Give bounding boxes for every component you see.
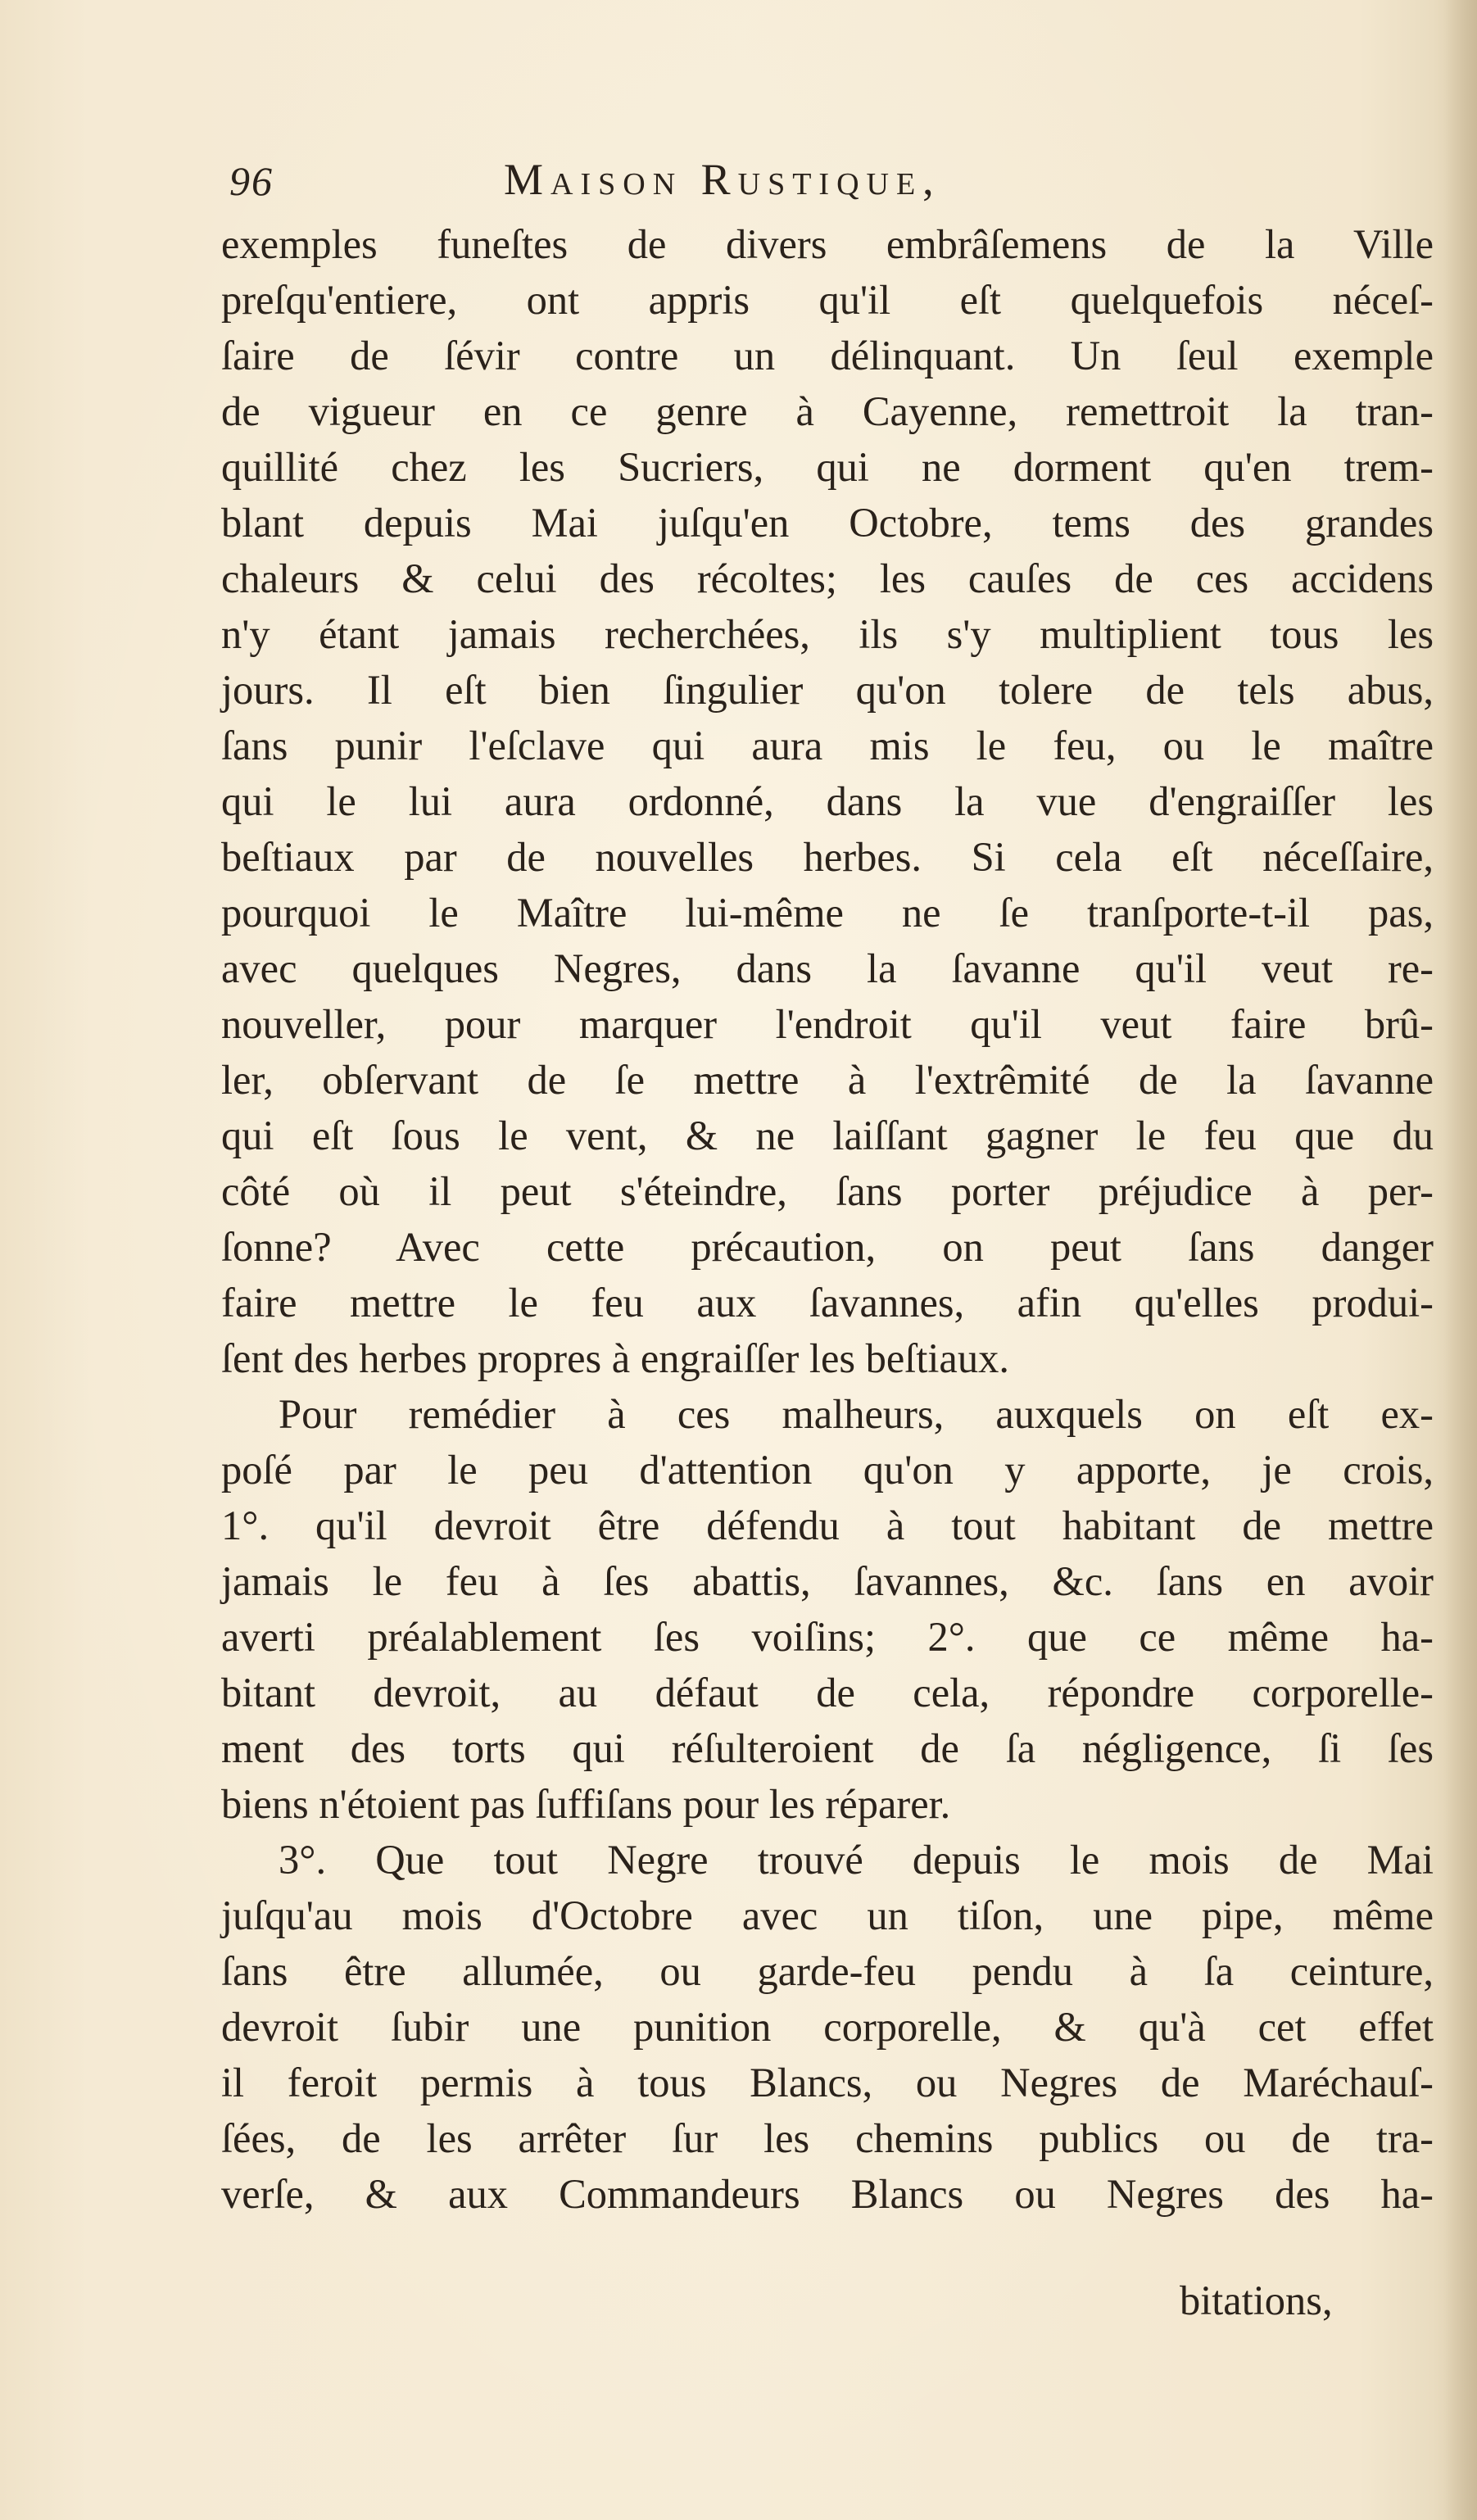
page-edge-shadow [1444, 0, 1477, 2520]
text-line: faire mettre le feu aux ſavannes, afin qu'elles produi- [221, 1280, 1434, 1326]
paragraph-end-line: biens n'étoient pas ſuffiſans pour les réparer. [221, 1781, 951, 1827]
text-line: poſé par le peu d'attention qu'on y apporte, je crois, [221, 1447, 1434, 1493]
text-line: ſans punir l'eſclave qui aura mis le feu, ou le maître [221, 723, 1434, 768]
text-line: juſqu'au mois d'Octobre avec un tiſon, une pipe, même [221, 1892, 1434, 1938]
text-line: 1°. qu'il devroit être défendu à tout habitant de mettre [221, 1502, 1434, 1548]
text-line: verſe, & aux Commandeurs Blancs ou Negres des ha- [221, 2171, 1434, 2217]
text-line: ſans être allumée, ou garde-feu pendu à ſa ceinture, [221, 1948, 1434, 1994]
text-line: bitant devroit, au défaut de cela, répondre corporelle- [221, 1670, 1434, 1716]
text-line: avec quelques Negres, dans la ſavanne qu'il veut re- [221, 945, 1434, 991]
text-line: blant depuis Mai juſqu'en Octobre, tems des grandes [221, 500, 1434, 546]
text-line: de vigueur en ce genre à Cayenne, remettroit la tran- [221, 388, 1434, 434]
text-line: ment des torts qui réſulteroient de ſa négligence, ſi ſes [221, 1725, 1434, 1771]
text-line: nouveller, pour marquer l'endroit qu'il veut faire brû- [221, 1001, 1434, 1047]
text-line: beſtiaux par de nouvelles herbes. Si cela eſt néceſſaire, [221, 834, 1434, 880]
text-line: averti préalablement ſes voiſins; 2°. que ce même ha- [221, 1614, 1434, 1660]
text-line: ler, obſervant de ſe mettre à l'extrêmité de la ſavanne [221, 1057, 1434, 1103]
text-line: n'y étant jamais recherchées, ils s'y multiplient tous les [221, 611, 1434, 657]
paragraph-end-line: ſent des herbes propres à engraiſſer les beſtiaux. [221, 1335, 1009, 1381]
text-line: il feroit permis à tous Blancs, ou Negres de Maréchauſ- [221, 2060, 1434, 2105]
page-header [229, 154, 1212, 220]
running-head: Maison Rustique, [504, 155, 941, 204]
text-line: côté où il peut s'éteindre, ſans porter préjudice à per- [221, 1168, 1434, 1214]
text-line: jamais le feu à ſes abattis, ſavannes, &c. ſans en avoir [221, 1558, 1434, 1604]
text-line: chaleurs & celui des récoltes; les cauſes de ces accidens [221, 555, 1434, 601]
text-line: exemples funeſtes de divers embrâſemens de la Ville [221, 221, 1434, 267]
page-number: 96 [229, 158, 274, 204]
text-line: ſonne? Avec cette précaution, on peut ſans danger [221, 1224, 1434, 1270]
paragraph-start-line: Pour remédier à ces malheurs, auxquels on eſt ex- [279, 1391, 1434, 1437]
text-line: qui eſt ſous le vent, & ne laiſſant gagner le feu que du [221, 1113, 1434, 1158]
text-line: ſaire de ſévir contre un délinquant. Un ſeul exemple [221, 333, 1434, 378]
text-line: preſqu'entiere, ont appris qu'il eſt quelquefois néceſ- [221, 277, 1434, 323]
text-line: quillité chez les Sucriers, qui ne dorment qu'en trem- [221, 444, 1434, 490]
text-line: jours. Il eſt bien ſingulier qu'on tolere de tels abus, [221, 667, 1434, 713]
text-line: devroit ſubir une punition corporelle, & qu'à cet effet [221, 2004, 1434, 2050]
text-line: ſées, de les arrêter ſur les chemins publics ou de tra- [221, 2115, 1434, 2161]
paragraph-start-line: 3°. Que tout Negre trouvé depuis le mois de Mai [279, 1837, 1434, 1883]
text-line: qui le lui aura ordonné, dans la vue d'engraiſſer les [221, 778, 1434, 824]
text-line: pourquoi le Maître lui-même ne ſe tranſporte-t-il pas, [221, 890, 1434, 936]
catchword: bitations, [1180, 2278, 1333, 2323]
